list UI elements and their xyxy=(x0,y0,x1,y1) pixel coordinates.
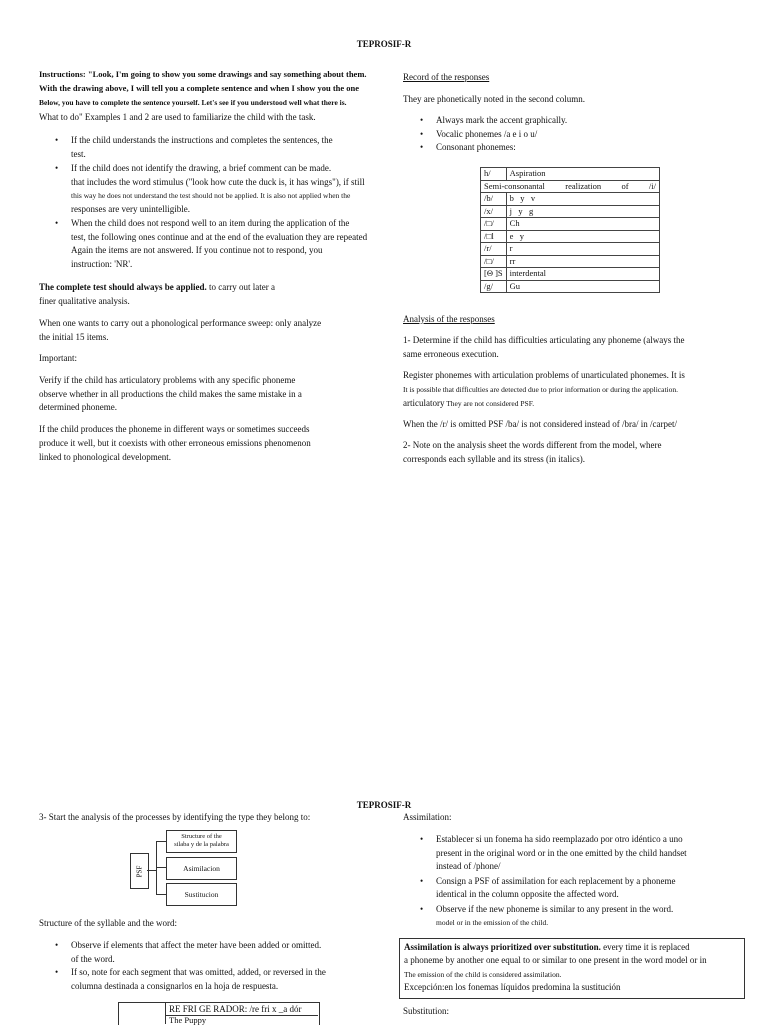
table-row: /b/ b y v xyxy=(481,193,660,206)
list-item: • If so, note for each segment that was omitted, added, or reversed in the columna destinada a consignarlos en la hoja de respuesta. xyxy=(55,967,326,991)
table-divider xyxy=(165,1002,166,1024)
list-item: • Establecer si un fonema ha sido reemplazado por otro idéntico a uno present in the original word or in the one emitted by the child handset instead of /phone/ xyxy=(420,834,687,871)
diagram-connector xyxy=(156,867,166,868)
table-row: /□/ Ch xyxy=(481,218,660,231)
bullet-icon: • xyxy=(55,940,59,950)
structure-heading: Structure of the syllable and the word: xyxy=(39,918,177,928)
instructions-line-1: Instructions: "Look, I'm going to show you some drawings and say something about them. xyxy=(39,69,367,79)
table-row: /□l e y xyxy=(481,230,660,243)
diagram-box-assimilation: Asimilacion xyxy=(166,857,237,880)
important-label: Important: xyxy=(39,353,77,363)
analysis-step-2-line-2: corresponds each syllable and its stress (in italics). xyxy=(403,454,585,464)
diagram-connector xyxy=(156,841,157,895)
record-heading: Record of the responses xyxy=(403,72,490,82)
complete-test-note-line-2: finer qualitative analysis. xyxy=(39,296,130,306)
produces-line-1: If the child produces the phoneme in different ways or sometimes succeeds xyxy=(39,424,310,434)
verify-line-2: observe whether in all productions the child makes the same mistake in a xyxy=(39,389,302,399)
bullet-icon: • xyxy=(420,903,424,914)
step-3-text: 3- Start the analysis of the processes by identifying the type they belong to: xyxy=(39,812,311,822)
bullet-icon: • xyxy=(420,115,424,125)
bullet-icon: • xyxy=(420,142,424,152)
assimilation-priority-box: Assimilation is always prioritized over substitution. every time it is replaced a phoneme by another one equal to or similar to one present in the word model or in The emission of the child is considered assimilation. Excepción:en los fonemas líquidos predomina la sustitución xyxy=(399,938,745,999)
diagram-connector xyxy=(156,841,166,842)
analysis-heading: Analysis of the responses xyxy=(403,314,495,324)
record-text: They are phonetically noted in the second column. xyxy=(403,94,585,104)
bullet-icon: • xyxy=(420,128,424,139)
analysis-step-1-line-1: 1- Determine if the child has difficulties articulating any phoneme (always the xyxy=(403,335,685,345)
table-row: /□/ rr xyxy=(481,255,660,268)
produces-line-3: linked to phonological development. xyxy=(39,452,171,462)
list-item: • Observe if elements that affect the meter have been added or omitted. of the word. xyxy=(55,940,322,964)
list-item: • Consonant phonemes: xyxy=(436,141,736,155)
table-row: [Θ ]S interdental xyxy=(481,268,660,281)
instructions-line-3: Below, you have to complete the sentence yourself. Let's see if you understood well what there is. xyxy=(39,98,347,107)
record-bullet-list xyxy=(420,114,736,155)
example-row-2: The Puppy xyxy=(169,1015,207,1025)
produces-line-2: produce it well, but it coexists with other erroneous emissions phenomenon xyxy=(39,438,311,448)
table-row: h/ Aspiration xyxy=(481,168,660,181)
sweep-note-line-2: the initial 15 items. xyxy=(39,332,109,342)
bullet-icon: • xyxy=(55,218,59,228)
omitted-note: When the /r/ is omitted PSF /ba/ is not considered instead of /bra/ in /carpet/ xyxy=(403,419,677,429)
list-item: • Consign a PSF of assimilation for each replacement by a phoneme identical in the column opposite the affected word. xyxy=(420,875,676,899)
assimilation-bullet-list xyxy=(420,833,728,930)
table-row: /x/ j y g xyxy=(481,205,660,218)
list-item: • If the child understands the instructions and completes the sentences, the test. xyxy=(55,135,333,159)
example-row-1: RE FRI GE RADOR: /re fri x _a dór xyxy=(169,1004,302,1014)
substitution-heading: Substitution: xyxy=(403,1006,450,1016)
bullet-icon: • xyxy=(55,967,59,977)
bullet-icon: • xyxy=(420,834,424,844)
table-row: /g/ Gu xyxy=(481,280,660,293)
what-to-do: What to do" Examples 1 and 2 are used to familiarize the child with the task. xyxy=(39,112,316,122)
bullet-icon: • xyxy=(55,135,59,145)
list-item: • If the child does not identify the drawing, a brief comment can be made. that includes the word stimulus ("look how cute the duck is, it has wings"), if still this way he does not understand the test should not be applied. It is also not applied when the responses are very unintelligible. xyxy=(55,163,365,214)
complete-test-note: The complete test should always be applied. to carry out later a xyxy=(39,282,275,292)
sweep-note-line-1: When one wants to carry out a phonological performance sweep: only analyze xyxy=(39,318,322,328)
diagram-connector xyxy=(156,894,166,895)
diagram-box-structure: Structure of the silaba y de la palabra xyxy=(166,830,237,853)
list-item: • Always mark the accent graphically. xyxy=(436,114,736,128)
table-row: Semi-consonantal realization of /i/ xyxy=(481,180,660,193)
diagram-psf-box: PSF xyxy=(130,853,149,889)
analysis-step-2-line-1: 2- Note on the analysis sheet the words different from the model, where xyxy=(403,440,662,450)
diagram-box-substitution: Sustitucion xyxy=(166,883,237,906)
page-2-title: TEPROSIF-R xyxy=(356,800,412,810)
verify-line-1: Verify if the child has articulatory problems with any specific phoneme xyxy=(39,375,296,385)
phoneme-table xyxy=(480,167,660,293)
page-title: TEPROSIF-R xyxy=(356,39,412,49)
bullet-icon: • xyxy=(420,875,424,886)
list-item: • When the child does not respond well to an item during the application of the test, the following ones continue and at the end of the evaluation they are repeated Again the items are not answered. If you continue not to respond, you instruction: 'NR'. xyxy=(55,218,368,269)
instructions-bullet-list xyxy=(55,134,391,271)
register-line-3: articulatory They are not considered PSF. xyxy=(403,398,535,408)
instructions-line-2: With the drawing above, I will tell you a complete sentence and when I show you the one xyxy=(39,83,360,93)
bullet-icon: • xyxy=(55,163,59,173)
verify-line-3: determined phoneme. xyxy=(39,402,117,412)
list-item: • Observe if the new phoneme is similar to any present in the word. model or in the emission of the child. xyxy=(420,903,674,927)
register-line-2: It is possible that difficulties are detected due to prior information or during the application. xyxy=(403,385,678,394)
analysis-step-1-line-2: same erroneous execution. xyxy=(403,349,499,359)
register-line-1: Register phonemes with articulation problems of unarticulated phonemes. It is xyxy=(403,370,685,380)
structure-bullet-list xyxy=(55,939,371,993)
table-row: /r/ r xyxy=(481,243,660,256)
list-item: • Vocalic phonemes /a e i o u/ xyxy=(436,128,736,142)
assimilation-heading: Assimilation: xyxy=(403,812,452,822)
diagram-connector xyxy=(147,870,156,871)
